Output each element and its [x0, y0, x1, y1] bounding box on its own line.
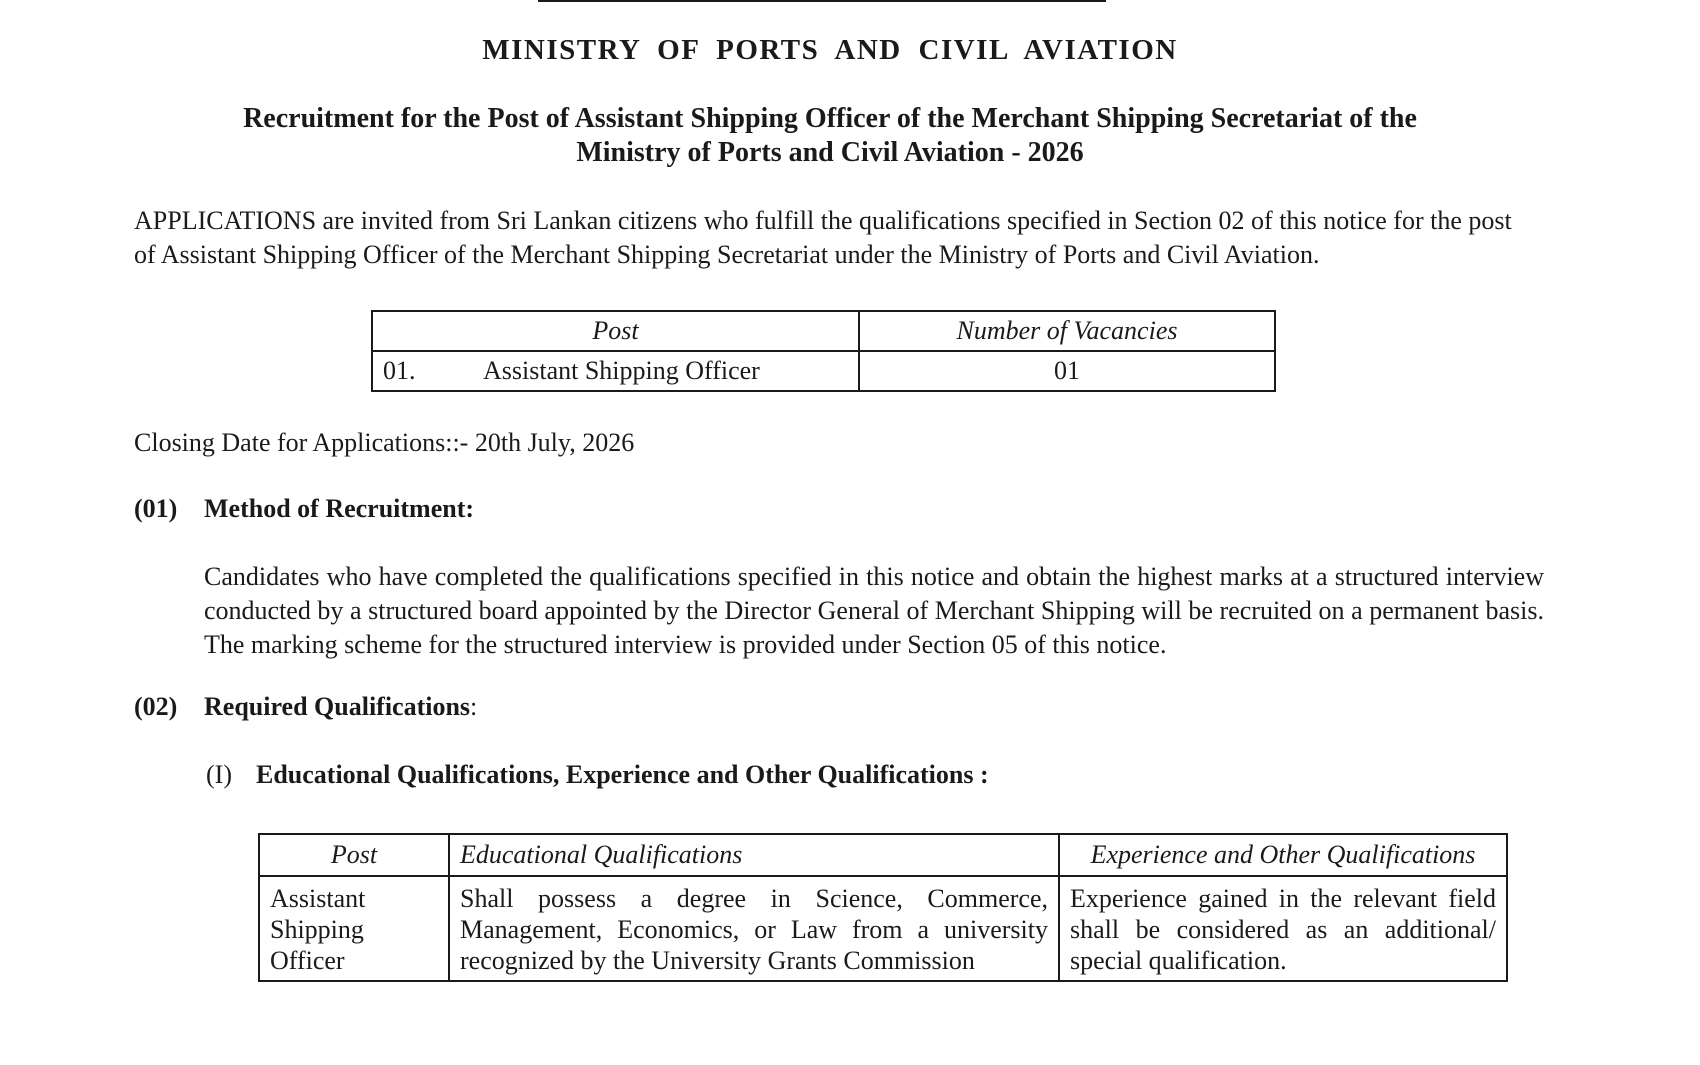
notice-title-line1: Recruitment for the Post of Assistant Shipping Officer of the Merchant Shipping Secretariat of the — [243, 103, 1417, 134]
section-2-number: (02) — [134, 692, 178, 721]
qual-header-experience: Experience and Other Qualifications — [1059, 834, 1507, 876]
section-2-title: Required Qualifications — [204, 692, 471, 721]
subsection-heading — [206, 760, 989, 790]
top-rule — [538, 0, 1106, 2]
qual-education-cell: Shall possess a degree in Science, Commerce, Management, Economics, or Law from a university recognized by the University Grants Commission — [449, 876, 1059, 981]
section-2-colon: : — [470, 692, 478, 721]
vacancy-count-cell: 01 — [859, 351, 1275, 391]
vacancy-post-cell — [372, 351, 859, 391]
vacancy-header-vacancies: Number of Vacancies — [859, 311, 1275, 351]
qual-header-post: Post — [259, 834, 449, 876]
intro-paragraph: APPLICATIONS are invited from Sri Lankan citizens who fulfill the qualifications specified in Section 02 of this notice for the post of Assistant Shipping Officer of the Merchant Shipping Secretariat under the Ministry of Ports and Civil Aviation. — [134, 206, 1512, 269]
section-2-heading — [134, 692, 477, 722]
qualifications-table — [258, 833, 1508, 982]
ministry-heading: MINISTRY OF PORTS AND CIVIL AVIATION — [482, 34, 1178, 66]
notice-title-line2: Ministry of Ports and Civil Aviation - 2026 — [576, 137, 1084, 168]
vacancy-table — [371, 310, 1276, 392]
closing-date: Closing Date for Applications::- 20th July, 2026 — [134, 428, 635, 457]
table-row — [372, 351, 1275, 391]
qualifications-table-header — [259, 834, 1507, 876]
section-1-number: (01) — [134, 494, 178, 523]
section-1-title: Method of Recruitment: — [204, 494, 475, 523]
subsection-number: (I) — [206, 760, 232, 789]
qual-header-education: Educational Qualifications — [449, 834, 1059, 876]
qual-post-cell: Assistant Shipping Officer — [259, 876, 449, 981]
section-1-body: Candidates who have completed the qualifications specified in this notice and obtain the highest marks at a structured interview conducted by a structured board appointed by the Director General of Merchant Shipping will be recruited on a permanent basis. The marking scheme for the structured interview is provided under Section 05 of this notice. — [204, 562, 1544, 659]
qual-experience-cell: Experience gained in the relevant field shall be considered as an additional/ special qualification. — [1059, 876, 1507, 981]
notice-title — [150, 102, 1510, 170]
vacancy-row-number: 01. — [383, 356, 416, 385]
subsection-title: Educational Qualifications, Experience and Other Qualifications : — [256, 760, 989, 789]
section-1-heading — [134, 494, 474, 524]
vacancy-post-name: Assistant Shipping Officer — [483, 356, 760, 385]
table-row — [259, 876, 1507, 981]
vacancy-header-post: Post — [372, 311, 859, 351]
vacancy-table-header — [372, 311, 1275, 351]
